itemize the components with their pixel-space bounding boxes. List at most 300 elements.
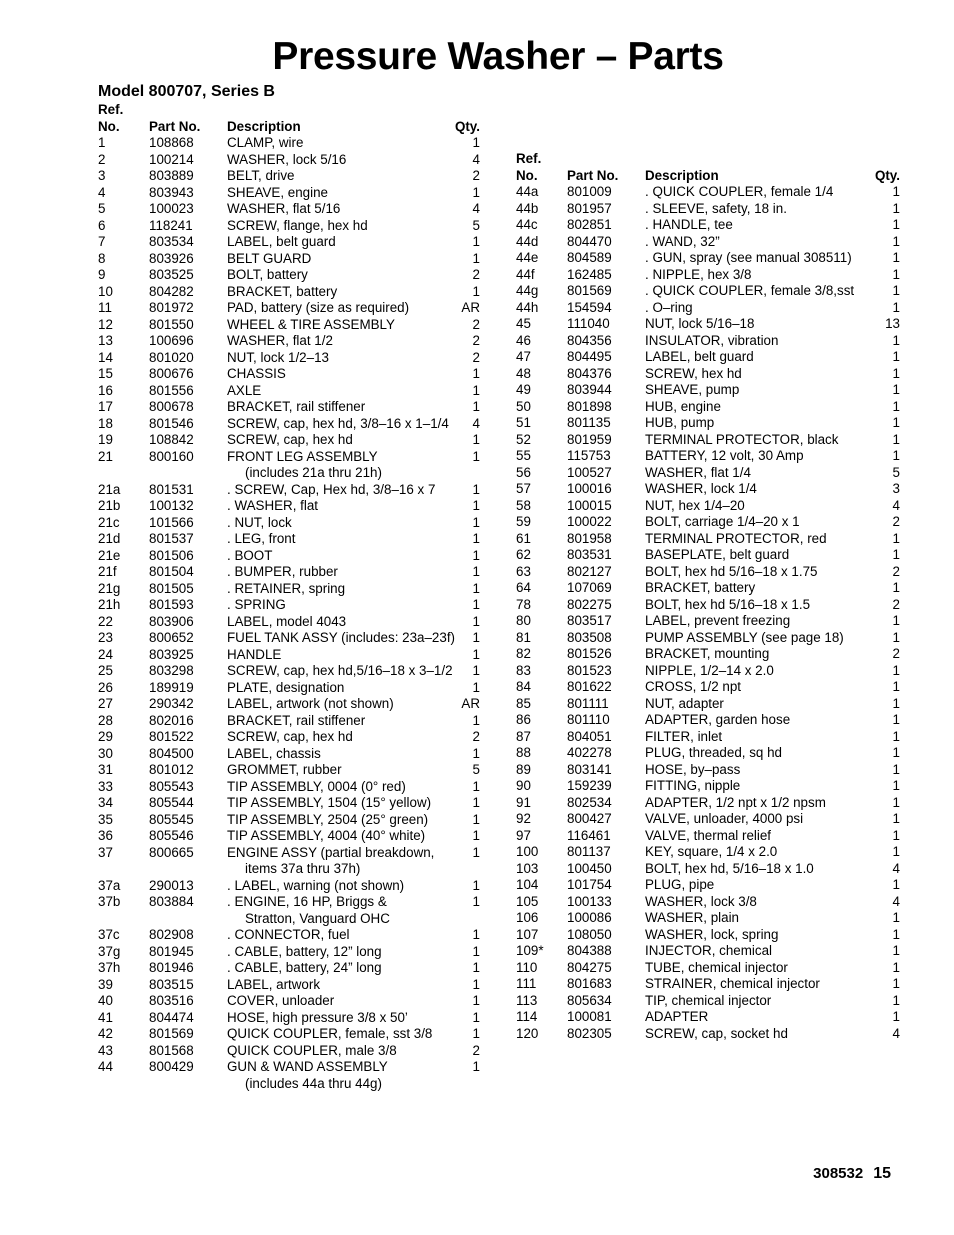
description-cell: (includes 44a thru 44g) xyxy=(245,1075,382,1091)
description-cell: SCREW, flange, hex hd xyxy=(227,217,368,233)
description-cell: (includes 21a thru 21h) xyxy=(245,465,382,480)
qty-cell: 1 xyxy=(472,514,480,530)
part-number-cell: 162485 xyxy=(567,266,612,282)
part-number-cell: 804500 xyxy=(149,745,194,761)
table-row xyxy=(98,614,486,631)
description-cell: NUT, lock 5/16–18 xyxy=(645,316,755,331)
qty-cell: 1 xyxy=(472,663,480,678)
ref-cell: 19 xyxy=(98,432,113,447)
part-number-cell: 801009 xyxy=(567,184,612,199)
header-ref-top: Ref. xyxy=(98,102,124,117)
part-number-cell: 805545 xyxy=(149,811,194,827)
ref-cell: 44c xyxy=(516,217,538,232)
part-number-cell: 803517 xyxy=(567,613,612,628)
qty-cell: 2 xyxy=(472,316,480,332)
table-row xyxy=(516,696,904,713)
part-number-cell: 803515 xyxy=(149,976,194,992)
description-cell: FITTING, nipple xyxy=(645,778,741,793)
table-row xyxy=(98,201,486,218)
table-row xyxy=(516,300,904,317)
table-row xyxy=(516,663,904,680)
part-number-cell: 801110 xyxy=(567,712,610,727)
description-cell: . QUICK COUPLER, female 1/4 xyxy=(645,184,834,199)
part-number-cell: 402278 xyxy=(567,745,612,760)
ref-cell: 41 xyxy=(98,1009,113,1025)
parts-list-right xyxy=(516,184,904,1042)
part-number-cell: 804275 xyxy=(567,959,612,975)
qty-cell: 1 xyxy=(892,217,900,232)
part-number-cell: 801959 xyxy=(567,431,612,447)
description-cell: AXLE xyxy=(227,382,262,398)
description-cell: ADAPTER xyxy=(645,1009,709,1024)
qty-cell: AR xyxy=(461,300,480,315)
description-cell: CHASSIS xyxy=(227,366,286,381)
qty-cell: 4 xyxy=(472,415,480,431)
table-row xyxy=(98,515,486,532)
part-number-cell: 804474 xyxy=(149,1009,194,1025)
table-row xyxy=(98,251,486,268)
description-cell: . GUN, spray (see manual 308511) xyxy=(645,250,852,265)
qty-cell: 1 xyxy=(472,597,480,612)
ref-cell: 87 xyxy=(516,728,531,744)
qty-cell: 1 xyxy=(472,811,480,827)
ref-cell: 46 xyxy=(516,332,531,348)
ref-cell: 26 xyxy=(98,679,113,695)
table-row-continuation xyxy=(98,861,486,878)
part-number-cell: 801593 xyxy=(149,597,194,612)
ref-cell: 78 xyxy=(516,596,531,612)
description-cell: NUT, adapter xyxy=(645,695,724,711)
part-number-cell: 802275 xyxy=(567,596,612,612)
ref-cell: 63 xyxy=(516,563,531,579)
table-row xyxy=(516,514,904,531)
table-row xyxy=(516,250,904,267)
qty-cell: 1 xyxy=(892,415,900,430)
qty-cell: 1 xyxy=(892,794,900,810)
ref-cell: 34 xyxy=(98,795,113,810)
description-cell: INJECTOR, chemical xyxy=(645,943,772,958)
ref-cell: 84 xyxy=(516,679,531,694)
description-cell: INSULATOR, vibration xyxy=(645,332,779,348)
description-cell: LABEL, prevent freezing xyxy=(645,613,791,628)
description-cell: NUT, hex 1/4–20 xyxy=(645,497,745,513)
ref-cell: 21g xyxy=(98,580,121,596)
description-cell: . NIPPLE, hex 3/8 xyxy=(645,266,752,282)
qty-cell: 1 xyxy=(892,332,900,348)
qty-cell: 1 xyxy=(472,877,480,893)
description-cell: WASHER, lock, spring xyxy=(645,926,779,942)
table-row xyxy=(98,1010,486,1027)
table-row xyxy=(98,168,486,185)
part-number-cell: 805546 xyxy=(149,828,194,843)
ref-cell: 114 xyxy=(516,1009,538,1024)
description-cell: TIP ASSEMBLY, 1504 (15° yellow) xyxy=(227,795,432,810)
part-number-cell: 100696 xyxy=(149,333,194,348)
description-cell: TERMINAL PROTECTOR, black xyxy=(645,431,839,447)
ref-cell: 47 xyxy=(516,349,531,364)
table-row xyxy=(516,217,904,234)
description-cell: ENGINE ASSY (partial breakdown, xyxy=(227,844,435,860)
description-cell: HOSE, high pressure 3/8 x 50’ xyxy=(227,1009,408,1025)
ref-cell: 105 xyxy=(516,893,539,909)
qty-cell: 5 xyxy=(472,762,480,777)
description-cell: . RETAINER, spring xyxy=(227,580,346,596)
table-row xyxy=(516,349,904,366)
part-number-cell: 801569 xyxy=(567,283,612,298)
ref-cell: 37 xyxy=(98,844,113,860)
ref-cell: 13 xyxy=(98,333,113,348)
table-row xyxy=(516,580,904,597)
description-cell: VALVE, thermal relief xyxy=(645,827,772,843)
qty-cell: 1 xyxy=(472,432,480,447)
ref-cell: 44b xyxy=(516,200,539,216)
table-row xyxy=(516,943,904,960)
qty-cell: 1 xyxy=(892,349,900,364)
table-row xyxy=(98,284,486,301)
part-number-cell: 802016 xyxy=(149,712,194,728)
part-number-cell: 100023 xyxy=(149,201,194,216)
table-row xyxy=(98,333,486,350)
part-number-cell: 290342 xyxy=(149,696,194,711)
ref-cell: 111 xyxy=(516,976,537,991)
ref-cell: 113 xyxy=(516,992,538,1008)
part-number-cell: 804495 xyxy=(567,349,612,364)
qty-cell: 1 xyxy=(472,894,480,909)
ref-cell: 33 xyxy=(98,778,113,794)
qty-cell: AR xyxy=(461,696,480,711)
description-cell: COVER, unloader xyxy=(227,993,335,1008)
description-cell: TIP ASSEMBLY, 0004 (0° red) xyxy=(227,778,406,794)
qty-cell: 1 xyxy=(472,1059,480,1074)
ref-cell: 44e xyxy=(516,250,539,265)
document-number: 308532 xyxy=(813,1165,864,1182)
description-cell: WASHER, plain xyxy=(645,910,740,925)
ref-cell: 104 xyxy=(516,877,539,892)
description-cell: ADAPTER, 1/2 npt x 1/2 npsm xyxy=(645,794,826,810)
table-row xyxy=(98,795,486,812)
table-row xyxy=(98,762,486,779)
part-number-cell: 801568 xyxy=(149,1042,194,1058)
qty-cell: 1 xyxy=(892,827,900,843)
qty-cell: 5 xyxy=(892,464,900,480)
table-row xyxy=(516,366,904,383)
ref-cell: 44a xyxy=(516,184,539,199)
part-number-cell: 115753 xyxy=(567,448,611,463)
table-row xyxy=(516,960,904,977)
description-cell: BATTERY, 12 volt, 30 Amp xyxy=(645,448,804,463)
table-row xyxy=(98,581,486,598)
description-cell: . CONNECTOR, fuel xyxy=(227,927,350,942)
ref-cell: 107 xyxy=(516,926,539,942)
table-row xyxy=(98,399,486,416)
ref-cell: 21b xyxy=(98,498,121,513)
part-number-cell: 189919 xyxy=(149,679,194,695)
qty-cell: 1 xyxy=(892,431,900,447)
description-cell: BELT, drive xyxy=(227,168,295,183)
description-cell: . SPRING xyxy=(227,597,286,612)
qty-cell: 1 xyxy=(892,761,900,777)
ref-cell: 57 xyxy=(516,481,531,496)
part-number-cell: 801522 xyxy=(149,729,194,744)
description-cell: SCREW, cap, hex hd,5/16–18 x 3–1/2 xyxy=(227,663,453,678)
ref-cell: 44g xyxy=(516,283,539,298)
description-cell: NIPPLE, 1/2–14 x 2.0 xyxy=(645,662,774,678)
ref-cell: 59 xyxy=(516,514,531,529)
qty-cell: 1 xyxy=(472,679,480,695)
ref-cell: 16 xyxy=(98,382,113,398)
ref-cell: 82 xyxy=(516,646,531,661)
qty-cell: 2 xyxy=(472,333,480,348)
description-cell: SCREW, cap, hex hd xyxy=(227,729,353,744)
table-row xyxy=(98,449,486,466)
ref-cell: 89 xyxy=(516,761,531,777)
ref-cell: 22 xyxy=(98,613,113,629)
qty-cell: 1 xyxy=(892,728,900,744)
table-row xyxy=(98,432,486,449)
ref-cell: 55 xyxy=(516,448,531,463)
qty-cell: 1 xyxy=(892,679,900,694)
part-number-cell: 116461 xyxy=(567,827,611,843)
qty-cell: 1 xyxy=(472,828,480,843)
ref-cell: 35 xyxy=(98,811,113,827)
qty-cell: 1 xyxy=(472,646,480,662)
ref-cell: 106 xyxy=(516,910,539,925)
ref-cell: 61 xyxy=(516,530,531,546)
part-number-cell: 803516 xyxy=(149,993,194,1008)
description-cell: SCREW, cap, hex hd xyxy=(227,432,353,447)
part-number-cell: 800160 xyxy=(149,448,194,464)
table-row xyxy=(98,746,486,763)
table-row-continuation xyxy=(98,911,486,928)
ref-cell: 28 xyxy=(98,712,113,728)
table-row xyxy=(516,993,904,1010)
qty-cell: 1 xyxy=(892,266,900,282)
part-number-cell: 111040 xyxy=(567,316,610,331)
description-cell: ADAPTER, garden hose xyxy=(645,712,791,727)
ref-cell: 21 xyxy=(98,448,113,464)
qty-cell: 2 xyxy=(472,1042,480,1058)
table-row xyxy=(98,894,486,911)
description-cell: GUN & WAND ASSEMBLY xyxy=(227,1059,388,1074)
table-row xyxy=(516,531,904,548)
description-cell: SHEAVE, pump xyxy=(645,382,740,397)
table-row xyxy=(516,415,904,432)
table-row xyxy=(516,432,904,449)
part-number-cell: 800652 xyxy=(149,630,194,645)
ref-cell: 31 xyxy=(98,762,113,777)
qty-cell: 1 xyxy=(472,993,480,1008)
description-cell: NUT, lock 1/2–13 xyxy=(227,349,329,365)
table-row xyxy=(98,663,486,680)
part-number-cell: 802305 xyxy=(567,1025,612,1041)
table-row xyxy=(516,448,904,465)
table-row xyxy=(516,795,904,812)
description-cell: QUICK COUPLER, female, sst 3/8 xyxy=(227,1026,433,1041)
part-number-cell: 801683 xyxy=(567,976,612,991)
description-cell: WASHER, lock 5/16 xyxy=(227,151,347,167)
description-cell: BOLT, carriage 1/4–20 x 1 xyxy=(645,514,800,529)
qty-cell: 1 xyxy=(892,877,900,892)
page-footer xyxy=(813,1165,891,1183)
part-number-cell: 801020 xyxy=(149,349,194,365)
ref-cell: 24 xyxy=(98,646,113,662)
qty-cell: 1 xyxy=(892,547,900,562)
ref-cell: 39 xyxy=(98,976,113,992)
description-cell: STRAINER, chemical injector xyxy=(645,976,820,991)
table-row xyxy=(98,482,486,499)
qty-cell: 1 xyxy=(892,910,900,925)
part-number-cell: 800678 xyxy=(149,399,194,414)
description-cell: . NUT, lock xyxy=(227,514,292,530)
qty-cell: 2 xyxy=(892,646,900,661)
qty-cell: 1 xyxy=(472,1026,480,1041)
page-number: 15 xyxy=(873,1165,891,1182)
part-number-cell: 803906 xyxy=(149,613,194,629)
qty-cell: 2 xyxy=(472,729,480,744)
description-cell: SCREW, cap, hex hd, 3/8–16 x 1–1/4 xyxy=(227,415,449,431)
table-row xyxy=(516,712,904,729)
qty-cell: 1 xyxy=(892,629,900,645)
part-number-cell: 805543 xyxy=(149,778,194,794)
qty-cell: 1 xyxy=(472,283,480,299)
ref-cell: 9 xyxy=(98,267,106,282)
qty-cell: 1 xyxy=(892,976,900,991)
table-row xyxy=(98,350,486,367)
table-row xyxy=(98,234,486,251)
header-ref: No. xyxy=(516,167,538,183)
part-number-cell: 100214 xyxy=(149,151,194,167)
ref-cell: 44 xyxy=(98,1059,113,1074)
description-cell: QUICK COUPLER, male 3/8 xyxy=(227,1042,397,1058)
part-number-cell: 108868 xyxy=(149,135,194,150)
table-row xyxy=(516,283,904,300)
qty-cell: 1 xyxy=(892,745,900,760)
description-cell: VALVE, unloader, 4000 psi xyxy=(645,811,804,826)
part-number-cell: 100015 xyxy=(567,497,612,513)
part-number-cell: 801012 xyxy=(149,762,194,777)
ref-cell: 25 xyxy=(98,663,113,678)
qty-cell: 4 xyxy=(892,860,900,876)
ref-cell: 36 xyxy=(98,828,113,843)
description-cell: PLUG, pipe xyxy=(645,877,715,892)
header-ref-top: Ref. xyxy=(516,151,542,166)
header-qty: Qty. xyxy=(874,167,900,183)
description-cell: . LABEL, warning (not shown) xyxy=(227,877,405,893)
ref-cell: 8 xyxy=(98,250,106,266)
table-row xyxy=(516,844,904,861)
description-cell: TIP, chemical injector xyxy=(645,992,772,1008)
table-row xyxy=(516,234,904,251)
ref-cell: 18 xyxy=(98,415,113,431)
table-row xyxy=(516,333,904,350)
part-number-cell: 804470 xyxy=(567,233,612,249)
qty-cell: 4 xyxy=(472,201,480,216)
part-number-cell: 803525 xyxy=(149,267,194,282)
ref-cell: 27 xyxy=(98,696,113,711)
description-cell: HANDLE xyxy=(227,646,282,662)
description-cell: BOLT, hex hd, 5/16–18 x 1.0 xyxy=(645,860,814,876)
qty-cell: 1 xyxy=(892,299,900,315)
part-number-cell: 801111 xyxy=(567,695,609,711)
parts-table-right xyxy=(516,151,904,1042)
part-number-cell: 802908 xyxy=(149,927,194,942)
part-number-cell: 801505 xyxy=(149,580,194,596)
part-number-cell: 801898 xyxy=(567,398,612,414)
description-cell: . BOOT xyxy=(227,547,273,563)
ref-cell: 37a xyxy=(98,877,121,893)
table-row xyxy=(98,696,486,713)
part-number-cell: 801972 xyxy=(149,300,194,315)
qty-cell: 1 xyxy=(892,184,900,199)
ref-cell: 86 xyxy=(516,712,531,727)
table-header-top xyxy=(516,151,904,168)
table-row xyxy=(98,944,486,961)
table-row xyxy=(98,960,486,977)
table-row xyxy=(516,1009,904,1026)
qty-cell: 1 xyxy=(892,398,900,414)
ref-cell: 30 xyxy=(98,745,113,761)
table-row xyxy=(98,135,486,152)
part-number-cell: 100132 xyxy=(149,498,194,513)
description-cell: GROMMET, rubber xyxy=(227,762,342,777)
part-number-cell: 154594 xyxy=(567,299,612,315)
table-row-continuation xyxy=(98,465,486,482)
qty-cell: 4 xyxy=(892,893,900,909)
description-cell: TERMINAL PROTECTOR, red xyxy=(645,530,827,546)
description-cell: BRACKET, battery xyxy=(227,283,338,299)
qty-cell: 1 xyxy=(892,233,900,249)
qty-cell: 5 xyxy=(472,217,480,233)
part-number-cell: 803889 xyxy=(149,168,194,183)
ref-cell: 91 xyxy=(516,794,531,810)
qty-cell: 1 xyxy=(892,662,900,678)
table-row xyxy=(516,465,904,482)
qty-cell: 1 xyxy=(892,613,900,628)
table-row xyxy=(98,977,486,994)
table-row xyxy=(516,778,904,795)
qty-cell: 1 xyxy=(892,283,900,298)
qty-cell: 1 xyxy=(892,943,900,958)
description-cell: LABEL, model 4043 xyxy=(227,613,347,629)
ref-cell: 88 xyxy=(516,745,531,760)
description-cell: SCREW, cap, socket hd xyxy=(645,1025,788,1041)
qty-cell: 1 xyxy=(472,795,480,810)
qty-cell: 1 xyxy=(472,778,480,794)
part-number-cell: 118241 xyxy=(149,217,193,233)
part-number-cell: 803925 xyxy=(149,646,194,662)
qty-cell: 1 xyxy=(892,530,900,546)
part-number-cell: 801506 xyxy=(149,547,194,563)
qty-cell: 1 xyxy=(892,811,900,826)
part-number-cell: 801137 xyxy=(567,844,611,859)
qty-cell: 1 xyxy=(472,976,480,992)
description-cell: CLAMP, wire xyxy=(227,135,304,150)
ref-cell: 21e xyxy=(98,547,121,563)
qty-cell: 1 xyxy=(892,992,900,1008)
ref-cell: 1 xyxy=(98,135,106,150)
description-cell: PAD, battery (size as required) xyxy=(227,300,410,315)
description-cell: . BUMPER, rubber xyxy=(227,564,338,579)
table-row xyxy=(98,597,486,614)
table-row xyxy=(98,317,486,334)
table-header xyxy=(98,119,486,136)
description-cell: PUMP ASSEMBLY (see page 18) xyxy=(645,629,844,645)
part-number-cell: 803508 xyxy=(567,629,612,645)
part-number-cell: 801526 xyxy=(567,646,612,661)
qty-cell: 1 xyxy=(472,498,480,513)
qty-cell: 1 xyxy=(472,250,480,266)
table-row xyxy=(516,877,904,894)
